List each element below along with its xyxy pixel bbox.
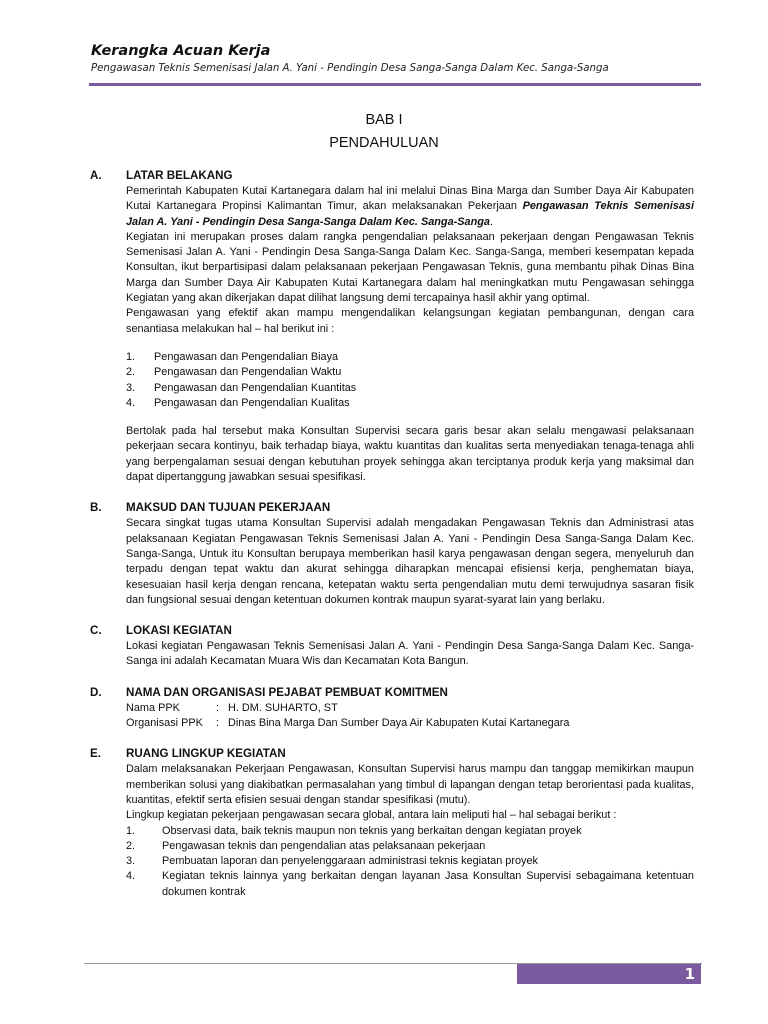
list-item	[126, 839, 694, 854]
list-item	[126, 824, 694, 839]
list-text: Pengawasan dan Pengendalian Kuantitas	[154, 381, 357, 394]
section-ruang-lingkup	[90, 746, 694, 900]
paragraph: Lokasi kegiatan Pengawasan Teknis Semenisasi Jalan A. Yani - Pendingin Desa Sanga-Sanga Dalam Kec. Sanga-Sanga ini adalah Kecamatan Muara Wis dan Kecamatan Kota Bangun.	[126, 640, 694, 668]
section-maksud-tujuan	[90, 500, 694, 608]
list-text: Observasi data, baik teknis maupun non teknis yang berkaitan dengan kegiatan proyek	[162, 824, 582, 837]
section-pejabat	[90, 685, 694, 732]
page-number-badge	[517, 964, 701, 984]
info-separator: :	[216, 701, 220, 714]
section-lokasi	[90, 623, 694, 670]
list-item	[126, 350, 694, 365]
list-number: 1.	[126, 824, 136, 837]
section-heading	[90, 500, 694, 516]
project-name-emphasis: Pengawasan Teknis Semenisasi Jalan A. Yani - Pendingin Desa Sanga-Sanga Dalam Kec. Sanga-Sanga	[126, 200, 694, 228]
list-number: 3.	[126, 381, 136, 394]
section-heading	[90, 623, 694, 639]
section-heading	[90, 685, 694, 701]
list-number: 2.	[126, 839, 136, 852]
header-divider	[89, 83, 701, 86]
document-body	[90, 168, 694, 900]
section-title: NAMA DAN ORGANISASI PEJABAT PEMBUAT KOMITMEN	[126, 685, 448, 699]
section-heading	[90, 746, 694, 762]
paragraph: Bertolak pada hal tersebut maka Konsultan Supervisi secara garis besar akan selalu mengawasi pelaksanaan pekerjaan secara kontinyu, baik terhadap biaya, waktu kuantitas dan kualitas serta menyediakan tenaga-tenaga ahli yang berpengalaman sesuai dengan kebutuhan proyek sehingga akan terciptanya produk kerja yang maksimal dan dapat dipertanggung jawabkan sesuai spesifikasi.	[126, 425, 694, 484]
list-number: 4.	[126, 396, 136, 409]
page-number: 1	[684, 965, 695, 983]
list-text: Pengawasan dan Pengendalian Kualitas	[154, 396, 350, 409]
list-text: Pembuatan laporan dan penyelenggaraan administrasi teknis kegiatan proyek	[162, 855, 538, 868]
document-subtitle: Pengawasan Teknis Semenisasi Jalan A. Yani - Pendingin Desa Sanga-Sanga Dalam Kec. Sanga-Sanga	[91, 63, 609, 74]
list-item	[126, 869, 694, 900]
list-item	[126, 854, 694, 869]
paragraph-end: .	[489, 215, 493, 228]
numbered-list	[126, 824, 694, 900]
section-latar-belakang	[90, 168, 694, 485]
info-key: Nama PPK	[126, 701, 180, 714]
info-value: H. DM. SUHARTO, ST	[228, 701, 338, 714]
paragraph: Dalam melaksanakan Pekerjaan Pengawasan, Konsultan Supervisi harus mampu dan tanggap memikirkan maupun memberikan solusi yang diakibatkan permasalahan yang timbul di lapangan dengan tetap berorientasi pada kualitas, kuantitas, efektif serta efisien sesuai dengan standar spesifikasi (mutu).	[126, 763, 694, 806]
paragraph: Pengawasan yang efektif akan mampu mengendalikan kelangsungan kegiatan pembangunan, dengan cara senantiasa melakukan hal – hal berikut ini :	[126, 307, 694, 335]
info-row	[126, 716, 694, 731]
info-value: Dinas Bina Marga Dan Sumber Daya Air Kabupaten Kutai Kartanegara	[228, 717, 570, 730]
paragraph-text: Pemerintah Kabupaten Kutai Kartanegara dalam hal ini melalui Dinas Bina Marga dan Sumber Daya Air Kabupaten Kutai Kartanegara Propinsi Kalimantan Timur, akan melaksanakan Pekerjaan	[126, 185, 694, 213]
paragraph: Lingkup kegiatan pekerjaan pengawasan secara global, antara lain meliputi hal – hal sebagai berikut :	[126, 809, 617, 822]
document-title: Kerangka Acuan Kerja	[91, 43, 271, 59]
list-number: 4.	[126, 870, 136, 883]
list-text: Kegiatan teknis lainnya yang berkaitan dengan layanan Jasa Konsultan Supervisi sebagaimana ketentuan dokumen kontrak	[162, 870, 694, 898]
paragraph: Secara singkat tugas utama Konsultan Supervisi adalah mengadakan Pengawasan Teknis dan Administrasi atas pelaksanaan Kegiatan Pengawasan Teknis Semenisasi Jalan A. Yani - Pendingin Desa Sanga-Sanga Dalam Kec. Sanga-Sanga, Untuk itu Konsultan berupaya memberikan hasil karya pengawasan dengan segera, menyeluruh dan terpadu dengan tepat waktu dan akurat sehingga diharapkan mencapai efisiensi kerja, penghematan biaya, kesesuaian hasil kerja dengan rencana, ketepatan waktu serta pengendalian mutu demi terwujudnya sasaran fisik dan fungsional sesuai dengan ketentuan dokumen kontrak maupun syarat-syarat lain yang berlaku.	[126, 517, 694, 606]
info-separator: :	[216, 717, 220, 730]
info-row	[126, 701, 694, 716]
section-title: MAKSUD DAN TUJUAN PEKERJAAN	[126, 501, 331, 515]
section-letter: D.	[90, 685, 102, 699]
chapter-title: PENDAHULUAN	[329, 135, 439, 151]
section-heading	[90, 168, 694, 184]
list-number: 1.	[126, 350, 136, 363]
list-text: Pengawasan dan Pengendalian Biaya	[154, 350, 339, 363]
section-title: LATAR BELAKANG	[126, 169, 233, 182]
section-letter: E.	[90, 747, 101, 761]
list-item	[126, 365, 694, 380]
chapter-number: BAB I	[365, 112, 403, 128]
numbered-list	[126, 350, 694, 411]
list-number: 2.	[126, 366, 136, 379]
list-text: Pengawasan teknis dan pengendalian atas pelaksanaan pekerjaan	[162, 839, 486, 852]
section-letter: A.	[90, 169, 102, 182]
section-title: RUANG LINGKUP KEGIATAN	[126, 747, 286, 761]
list-item	[126, 396, 694, 411]
section-title: LOKASI KEGIATAN	[126, 624, 232, 638]
paragraph: Kegiatan ini merupakan proses dalam rangka pengendalian pelaksanaan pekerjaan dengan Pengawasan Teknis Semenisasi Jalan A. Yani - Pendingin Desa Sanga-Sanga Dalam Kec. Sanga-Sanga, memberi kesempatan kepada Konsultan, ikut berpartisipasi dalam pelaksanaan pekerjaan Pengawasan Teknis, guna membantu pihak Dinas Bina Marga dan Sumber Daya Air Kabupaten Kutai Kartanegara dalam hal meningkatkan mutu Pengawasan sehingga Kegiatan yang akan dikerjakan dapat dilihat langsung demi tercapainya hasil akhir yang optimal.	[126, 230, 694, 305]
list-number: 3.	[126, 855, 136, 868]
list-text: Pengawasan dan Pengendalian Waktu	[154, 366, 342, 379]
paragraph	[126, 184, 694, 230]
section-letter: C.	[90, 624, 102, 638]
list-item	[126, 381, 694, 396]
section-letter: B.	[90, 501, 102, 515]
info-key: Organisasi PPK	[126, 717, 203, 730]
